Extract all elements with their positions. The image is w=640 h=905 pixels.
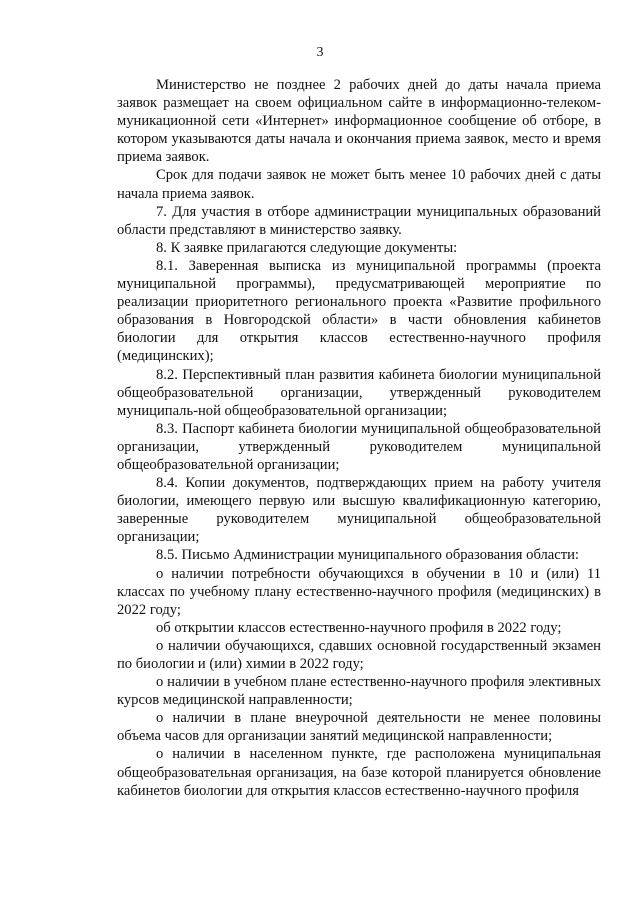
- paragraph-item-8-1: 8.1. Заверенная выписка из муниципальной программы (проекта муниципальной программы), предусматривающей мероприятие по реализации приоритетного регионального проекта «Развитие профильного образования в Новгородской области» в части обновления кабинетов биологии для открытия классов естественно-научного профиля (медицинских);: [117, 257, 601, 365]
- paragraph-item-7: 7. Для участия в отборе администрации муниципальных образований области представляют в министерство заявку.: [117, 203, 601, 238]
- page-number: 3: [316, 45, 324, 60]
- paragraph-item-8: 8. К заявке прилагаются следующие документы:: [156, 239, 458, 256]
- paragraph-deadline: Срок для подачи заявок не может быть менее 10 рабочих дней с даты начала приема заявок.: [117, 167, 601, 202]
- paragraph-exam-students: о наличии обучающихся, сдавших основной государственный экзамен по биологии и (или) химии в 2022 году;: [117, 637, 601, 672]
- paragraph-announcement: Министерство не позднее 2 рабочих дней до даты начала приема заявок размещает на своем официальном сайте в информационно-телеком-муникационной сети «Интернет» информационное сообщение об отборе, в котором указываются даты начала и окончания приема заявок, место и время приема заявок.: [117, 77, 601, 166]
- paragraph-opening-classes: об открытии классов естественно-научного профиля в 2022 году;: [156, 619, 562, 636]
- paragraph-item-8-5: 8.5. Письмо Администрации муниципального образования области:: [156, 547, 579, 564]
- paragraph-item-8-3: 8.3. Паспорт кабинета биологии муниципальной общеобразовательной организации, утвержденный руководителем муниципальной общеобразовательной организации;: [117, 420, 601, 473]
- paragraph-item-8-4: 8.4. Копии документов, подтверждающих прием на работу учителя биологии, имеющего первую или высшую квалификационную категорию, заверенные руководителем муниципальной общеобразовательной организации;: [117, 475, 601, 546]
- paragraph-need-students: о наличии потребности обучающихся в обучении в 10 и (или) 11 классах по учебному плану естественно-научного профиля (медицинских) в 2022 году;: [117, 565, 601, 618]
- paragraph-settlement: о наличии в населенном пункте, где расположена муниципальная общеобразовательная организация, на базе которой планируется обновление кабинетов биологии для открытия классов естественно-научного профиля: [117, 746, 601, 799]
- document-body: [117, 76, 601, 800]
- paragraph-elective-courses: о наличии в учебном плане естественно-научного профиля элективных курсов медицинской направленности;: [117, 674, 601, 709]
- paragraph-extracurricular: о наличии в плане внеурочной деятельности не менее половины объема часов для организации занятий медицинской направленности;: [117, 710, 601, 745]
- paragraph-item-8-2: 8.2. Перспективный план развития кабинета биологии муниципальной общеобразовательной организации, утвержденный руководителем муниципаль-ной общеобразовательной организации;: [117, 366, 601, 419]
